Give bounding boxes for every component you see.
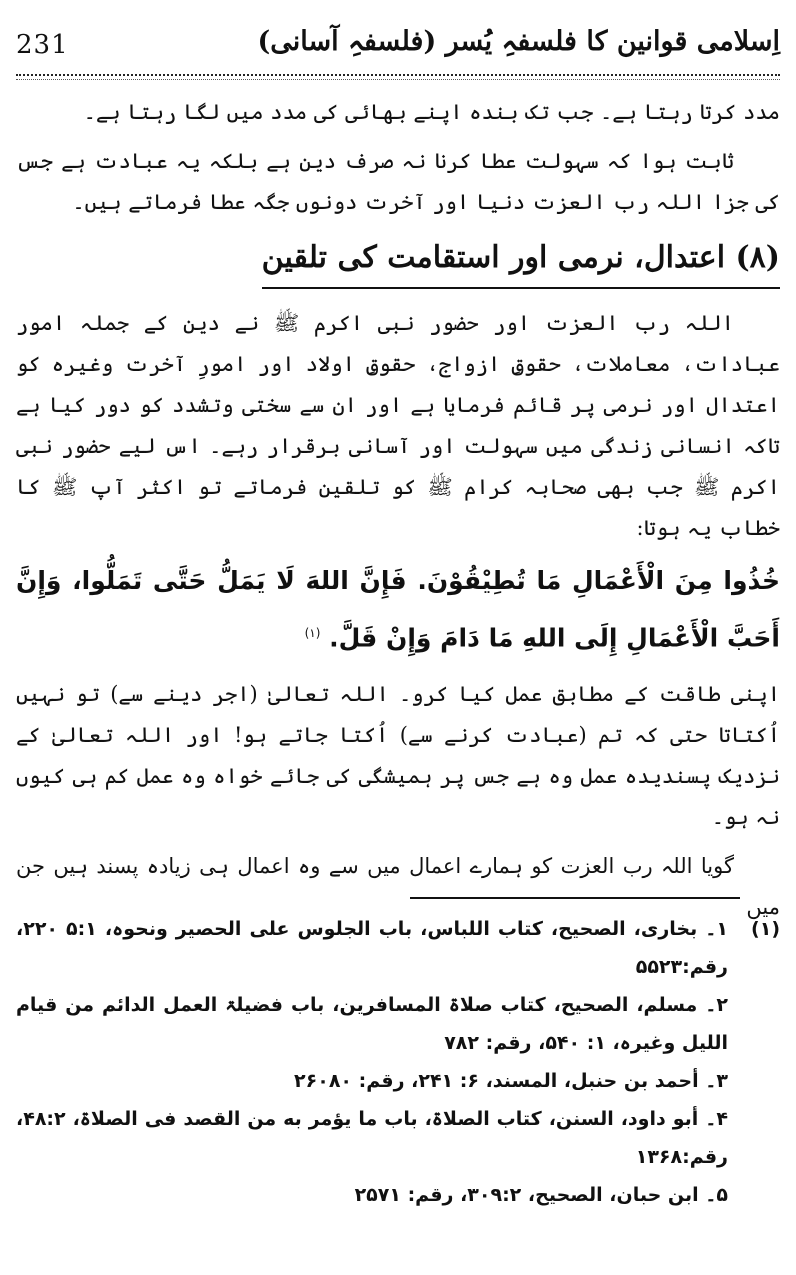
footnote-item: ۲۔ مسلم، الصحیح، کتاب صلاۃ المسافرین، باب فضیلۃ العمل الدائم من قیام اللیل وغیرہ، ۱: ۵۴۰، رقم: ۷۸۲	[16, 994, 728, 1054]
hadith-text	[16, 555, 780, 664]
page-header	[16, 0, 780, 72]
header-divider-secondary	[16, 79, 780, 80]
footnote-item: ۵۔ ابن حبان، الصحیح، ۳۰۹:۲، رقم: ۲۵۷۱	[354, 1184, 728, 1206]
footnote-list	[16, 910, 728, 1214]
running-title: اِسلامی قوانین کا فلسفہِ یُسر (فلسفہِ آسانی)	[257, 26, 780, 57]
section-heading: (۸) اعتدال، نرمی اور استقامت کی تلقین	[262, 231, 780, 289]
footnote-item: ۱۔ بخاری، الصحیح، کتاب اللباس، باب الجلوس علی الحصیر ونحوہ، ۵:۱ ۲۲۰، رقم:۵۵۲۳	[16, 918, 728, 978]
footnote-divider	[410, 897, 740, 899]
page-body	[16, 92, 780, 928]
footnote-1	[16, 910, 780, 1214]
footnote-marker: (۱)	[751, 918, 780, 940]
header-divider	[16, 74, 780, 76]
hadith-translation: اپنی طاقت کے مطابق عمل کیا کرو۔ اللہ تعالیٰ (اجر دینے سے) تو نہیں اُکتاتا حتی کہ تم (عبادت کرنے سے) اُکتا جاتے ہو! اور اللہ تعالیٰ کے نزدیک پسندیدہ عمل وہ ہے جس پر ہمیشگی کی جائے خواہ وہ عمل کم ہی کیوں نہ ہو۔	[16, 682, 780, 830]
paragraph-moderation: اللہ رب العزت اور حضور نبی اکرم ﷺ نے دین کے جملہ امور عبادات، معاملات، حقوقِ ازواج، حقوقِ اولاد اور امورِ آخرت وغیرہ کو اعتدال اور نرمی پر قائم فرمایا ہے اور ان سے سختی وتشدد کو دور کیا ہے تاکہ انسانی زندگی میں سہولت اور آسانی برقرار رہے۔ اس لیے حضور نبی اکرم ﷺ جب بھی صحابہ کرام ﷺ کو تلقین فرماتے تو اکثر آپ ﷺ کا خطاب یہ ہوتا:	[16, 311, 780, 540]
paragraph-closing: گویا اللہ رب العزت کو ہمارے اعمال میں سے وہ اعمال ہی زیادہ پسند ہیں جن میں	[16, 854, 780, 920]
footnote-item: ۴۔ أبو داود، السنن، کتاب الصلاۃ، باب ما یؤمر به من القصد فی الصلاۃ، ۴۸:۲، رقم:۱۳۶۸	[16, 1108, 728, 1168]
hadith-footnote-ref: (۱)	[304, 626, 321, 640]
hadith-arabic: خُذُوا مِنَ الْأَعْمَالِ مَا تُطِيْقُوْنَ. فَإِنَّ اللهَ لَا يَمَلُّ حَتَّى تَمَلُّوا، وَإِنَّ أَحَبَّ الْأَعْمَالِ إِلَى اللهِ مَا دَامَ وَإِنْ قَلَّ.	[16, 566, 780, 653]
paragraph-conclusion: ثابت ہوا کہ سہولت عطا کرنا نہ صرف دین ہے بلکہ یہ عبادت ہے جس کی جزا اللہ رب العزت دنیا اور آخرت دونوں جگہ عطا فرماتے ہیں۔	[16, 149, 780, 214]
book-page	[16, 0, 780, 1275]
footnote-item: ۳۔ أحمد بن حنبل، المسند، ۶: ۲۴۱، رقم: ۲۶۰۸۰	[294, 1070, 728, 1092]
paragraph-continuation: مدد کرتا رہتا ہے۔ جب تک بندہ اپنے بھائی کی مدد میں لگا رہتا ہے۔	[83, 100, 780, 124]
footnotes	[16, 910, 780, 1214]
page-number: 231	[16, 30, 69, 60]
